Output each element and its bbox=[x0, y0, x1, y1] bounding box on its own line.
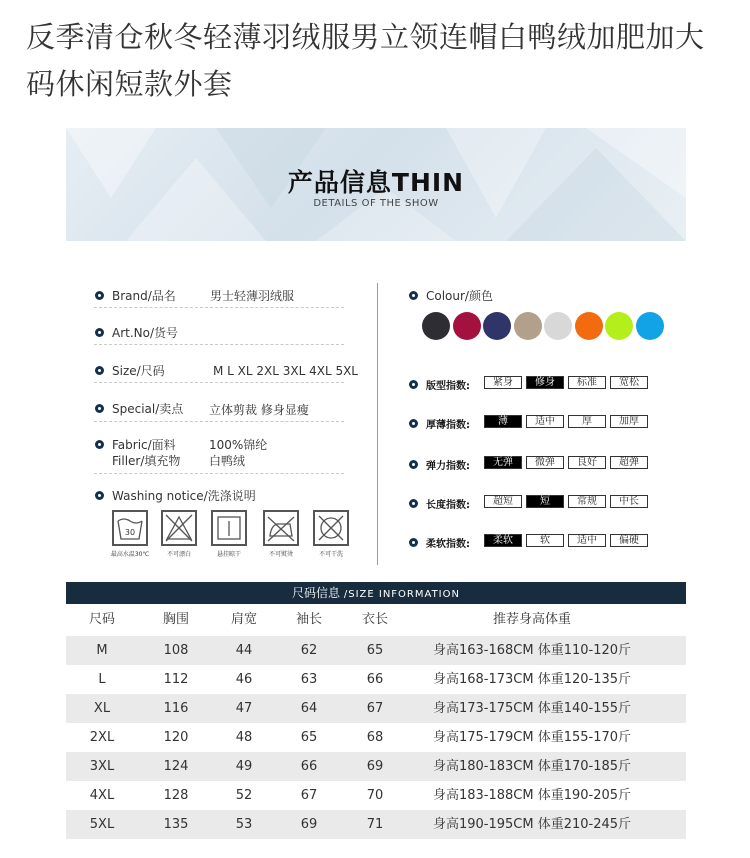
table-cell: 52 bbox=[235, 788, 253, 803]
table-cell: 128 bbox=[163, 788, 189, 803]
washing-row bbox=[95, 487, 256, 504]
index-row bbox=[409, 378, 426, 392]
index-row bbox=[409, 497, 426, 511]
index-option: 修身 bbox=[526, 376, 564, 389]
bullet-icon bbox=[409, 499, 418, 508]
index-option: 薄 bbox=[484, 415, 522, 428]
colour-swatch[interactable] bbox=[575, 312, 603, 340]
special-row bbox=[95, 400, 183, 417]
table-cell: 49 bbox=[235, 759, 253, 774]
table-cell: 68 bbox=[366, 730, 384, 745]
filler-label: Filler/填充物 bbox=[112, 454, 181, 468]
index-row bbox=[409, 536, 426, 550]
index-option: 良好 bbox=[568, 456, 606, 469]
bullet-icon bbox=[409, 380, 418, 389]
bullet-icon bbox=[95, 491, 104, 500]
table-row bbox=[66, 636, 686, 665]
index-option: 适中 bbox=[568, 534, 606, 547]
care-label: 不可熨烫 bbox=[268, 551, 293, 558]
index-option: 宽松 bbox=[610, 376, 648, 389]
colour-swatch[interactable] bbox=[422, 312, 450, 340]
table-cell: 5XL bbox=[89, 817, 115, 832]
table-cell: 身高173-175CM 体重140-155斤 bbox=[432, 701, 632, 716]
colour-swatch[interactable] bbox=[605, 312, 633, 340]
table-cell: 66 bbox=[366, 672, 384, 687]
table-cell: 135 bbox=[163, 817, 189, 832]
bullet-icon bbox=[409, 419, 418, 428]
bullet-icon bbox=[409, 291, 418, 300]
index-option: 厚 bbox=[568, 415, 606, 428]
size-row bbox=[95, 362, 165, 379]
table-cell: 46 bbox=[235, 672, 253, 687]
table-cell: 70 bbox=[366, 788, 384, 803]
brand-label: Brand/品名 bbox=[112, 289, 176, 303]
care-label: 不可干洗 bbox=[318, 551, 343, 558]
size-info-header bbox=[66, 582, 686, 604]
table-cell: 62 bbox=[300, 643, 318, 658]
index-option: 超短 bbox=[484, 495, 522, 508]
fabric-label: Fabric/面料 bbox=[112, 438, 176, 452]
table-cell: 2XL bbox=[89, 730, 115, 745]
index-option: 标准 bbox=[568, 376, 606, 389]
table-cell: 身高168-173CM 体重120-135斤 bbox=[432, 672, 632, 687]
divider-line bbox=[94, 421, 344, 422]
colour-swatch[interactable] bbox=[483, 312, 511, 340]
special-label: Special/卖点 bbox=[112, 402, 184, 416]
colour-swatch[interactable] bbox=[514, 312, 542, 340]
index-option: 中长 bbox=[610, 495, 648, 508]
table-cell: 67 bbox=[366, 701, 384, 716]
table-row bbox=[66, 752, 686, 781]
artno-label: Art.No/货号 bbox=[112, 326, 179, 340]
table-header-cell: 尺码 bbox=[88, 612, 115, 627]
table-cell: 124 bbox=[163, 759, 189, 774]
index-row bbox=[409, 458, 426, 472]
care-label: 不可漂白 bbox=[166, 551, 191, 558]
index-option: 偏硬 bbox=[610, 534, 648, 547]
index-label: 长度指数: bbox=[426, 500, 470, 511]
table-cell: 65 bbox=[366, 643, 384, 658]
table-cell: 身高175-179CM 体重155-170斤 bbox=[432, 730, 632, 745]
svg-text:30: 30 bbox=[124, 528, 136, 537]
table-cell: 53 bbox=[235, 817, 253, 832]
size-info-title-en: /SIZE INFORMATION bbox=[343, 589, 460, 600]
table-row bbox=[66, 781, 686, 810]
index-option: 常规 bbox=[568, 495, 606, 508]
table-cell: 48 bbox=[235, 730, 253, 745]
no-iron-icon bbox=[263, 510, 299, 546]
index-label: 柔软指数: bbox=[426, 539, 470, 550]
bullet-icon bbox=[409, 538, 418, 547]
table-cell: 身高190-195CM 体重210-245斤 bbox=[432, 817, 632, 832]
index-option: 超弹 bbox=[610, 456, 648, 469]
bullet-icon bbox=[95, 440, 104, 449]
table-cell: 47 bbox=[235, 701, 253, 716]
divider-line bbox=[94, 344, 344, 345]
table-cell: 116 bbox=[163, 701, 189, 716]
table-row bbox=[66, 723, 686, 752]
product-info-banner bbox=[66, 128, 686, 241]
table-header-cell: 衣长 bbox=[361, 612, 388, 627]
table-cell: 71 bbox=[366, 817, 384, 832]
table-row bbox=[66, 694, 686, 723]
table-cell: 69 bbox=[300, 817, 318, 832]
index-option: 微弹 bbox=[526, 456, 564, 469]
special-value: 立体剪裁 修身显瘦 bbox=[209, 403, 309, 417]
colour-swatch[interactable] bbox=[453, 312, 481, 340]
index-option: 短 bbox=[526, 495, 564, 508]
bullet-icon bbox=[409, 460, 418, 469]
table-cell: XL bbox=[93, 701, 111, 716]
table-cell: 112 bbox=[163, 672, 189, 687]
table-cell: 65 bbox=[300, 730, 318, 745]
table-cell: 身高163-168CM 体重110-120斤 bbox=[432, 643, 632, 658]
table-cell: 身高180-183CM 体重170-185斤 bbox=[432, 759, 632, 774]
index-option: 适中 bbox=[526, 415, 564, 428]
hang-dry-icon bbox=[211, 510, 247, 546]
table-cell: 66 bbox=[300, 759, 318, 774]
no-dryclean-icon bbox=[313, 510, 349, 546]
banner-heading: 产品信息THIN bbox=[287, 168, 465, 197]
table-row bbox=[66, 810, 686, 839]
brand-row bbox=[95, 287, 176, 304]
index-label: 版型指数: bbox=[426, 381, 470, 392]
table-cell: 3XL bbox=[89, 759, 115, 774]
banner-subheading: DETAILS OF THE SHOW bbox=[313, 198, 439, 209]
table-cell: 120 bbox=[163, 730, 189, 745]
table-cell: 69 bbox=[366, 759, 384, 774]
index-label: 厚薄指数: bbox=[426, 420, 470, 431]
table-cell: 67 bbox=[300, 788, 318, 803]
table-cell: 108 bbox=[163, 643, 189, 658]
product-title: 反季清仓秋冬轻薄羽绒服男立领连帽白鸭绒加肥加大码休闲短款外套 bbox=[26, 20, 705, 101]
bullet-icon bbox=[95, 291, 104, 300]
index-option: 无弹 bbox=[484, 456, 522, 469]
fabric-row bbox=[95, 436, 176, 453]
index-option: 加厚 bbox=[610, 415, 648, 428]
care-label: 最高水温30℃ bbox=[110, 551, 150, 558]
bullet-icon bbox=[95, 328, 104, 337]
table-cell: M bbox=[96, 643, 108, 658]
size-label: Size/尺码 bbox=[112, 364, 165, 378]
divider-line bbox=[94, 307, 344, 308]
bullet-icon bbox=[95, 366, 104, 375]
table-header-row bbox=[66, 605, 686, 634]
index-option: 紧身 bbox=[484, 376, 522, 389]
fabric-value: 100%锦纶 bbox=[209, 438, 268, 452]
table-cell: L bbox=[98, 672, 106, 687]
divider-line bbox=[94, 473, 344, 474]
table-cell: 44 bbox=[235, 643, 253, 658]
colour-swatch[interactable] bbox=[544, 312, 572, 340]
table-header-cell: 肩宽 bbox=[230, 612, 257, 627]
table-header-cell: 推荐身高体重 bbox=[492, 612, 571, 627]
colour-row bbox=[409, 287, 493, 304]
no-bleach-icon bbox=[161, 510, 197, 546]
size-info-title-cn: 尺码信息 bbox=[292, 586, 341, 600]
bullet-icon bbox=[95, 404, 104, 413]
column-divider bbox=[377, 283, 378, 565]
table-cell: 身高183-188CM 体重190-205斤 bbox=[432, 788, 632, 803]
washing-label: Washing notice/洗涤说明 bbox=[112, 489, 256, 503]
artno-row bbox=[95, 324, 178, 341]
size-value: M L XL 2XL 3XL 4XL 5XL bbox=[213, 364, 358, 378]
care-label: 悬挂晾干 bbox=[216, 551, 241, 558]
table-header-cell: 胸围 bbox=[162, 612, 189, 627]
divider-line bbox=[94, 382, 344, 383]
index-row bbox=[409, 417, 426, 431]
table-header-cell: 袖长 bbox=[295, 612, 322, 627]
wash-30-icon bbox=[112, 510, 148, 546]
index-label: 弹力指数: bbox=[426, 461, 470, 472]
filler-value: 白鸭绒 bbox=[209, 454, 246, 468]
index-option: 软 bbox=[526, 534, 564, 547]
index-option: 柔软 bbox=[484, 534, 522, 547]
brand-value: 男士轻薄羽绒服 bbox=[210, 289, 295, 303]
table-cell: 4XL bbox=[89, 788, 115, 803]
table-row bbox=[66, 665, 686, 694]
table-cell: 63 bbox=[300, 672, 318, 687]
table-cell: 64 bbox=[300, 701, 318, 716]
colour-label: Colour/颜色 bbox=[426, 289, 493, 303]
colour-swatch[interactable] bbox=[636, 312, 664, 340]
